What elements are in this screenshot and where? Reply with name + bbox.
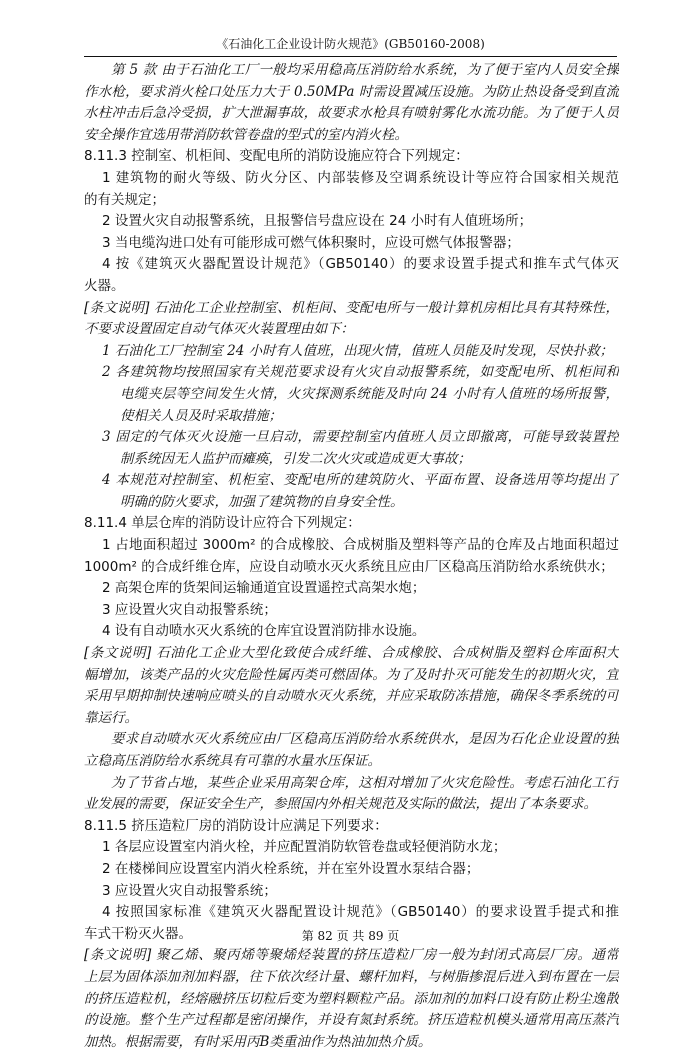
commentary-line: 4 本规范对控制室、机柜室、变配电所的建筑防火、平面布置、设备选用等均提出了 [102, 472, 619, 489]
commentary-line: 明确的防火要求，加强了建筑物的自身安全性。 [120, 493, 404, 510]
text-line: 1000m² 的合成纤维仓库，应设自动喷水灭火系统且应由厂区稳高压消防给水系统供水； [84, 558, 614, 575]
commentary-line: 的设施。整个生产过程都是密闭操作，并设有氮封系统。挤压造粒机模头通常用高压蒸汽 [84, 1012, 619, 1029]
commentary-line: 的挤压造粒机，经熔融挤压切粒后变为塑料颗粒产品。添加剂的加料口设有防止粉尘逸散 [84, 990, 619, 1007]
commentary-line: 加热。根据需要，有时采用丙B类重油作为热油加热介质。 [84, 1033, 432, 1050]
page-header: 《石油化工企业设计防火规范》(GB50160-2008) [216, 37, 485, 51]
commentary-line: [条文说明] 聚乙烯、聚丙烯等聚烯烃装置的挤压造粒厂房一般为封闭式高层厂房。通常 [84, 947, 619, 964]
text-line: 火器。 [84, 277, 125, 294]
commentary-line: 幅增加，该类产品的火灾危险性属丙类可燃固体。为了及时扑灭可能发生的初期火灾，宜 [84, 666, 619, 683]
commentary-line: 立稳高压消防给水系统具有可靠的水量水压保证。 [84, 753, 381, 769]
commentary-line: 2 各建筑物均按照国家有关规范要求设有火灾自动报警系统，如变配电所、机柜间和 [102, 364, 619, 381]
text-line: 安全操作宜选用带消防软管卷盘的型式的室内消火栓。 [84, 126, 408, 143]
commentary-line: 3 固定的气体灭火设施一旦启动，需要控制室内值班人员立即撤离，可能导致装置控 [102, 429, 619, 446]
text-line: 4 按《建筑灭火器配置设计规范》（GB50140）的要求设置手提式和推车式气体灭 [102, 256, 619, 273]
commentary-line: 靠运行。 [84, 709, 138, 726]
text-line: 4 设有自动喷水灭火系统的仓库宜设置消防排水设施。 [102, 623, 426, 640]
text-line: 4 按照国家标准《建筑灭火器配置设计规范》（GB50140）的要求设置手提式和推 [102, 904, 619, 921]
text-line: 3 应设置火灾自动报警系统； [102, 601, 277, 618]
commentary-line: [条文说明] 石油化工企业控制室、机柜间、变配电所与一般计算机房相比具有其特殊性， [84, 299, 619, 316]
text-line: 作水枪，要求消火栓口处压力大于 0.50MPa 时需设置减压设施。为防止热设备受到直流 [84, 83, 619, 100]
commentary-line: 电缆夹层等空间发生火情，火灾探测系统能及时向 24 小时有人值班的场所报警， [120, 385, 619, 402]
text-line: 车式干粉灭火器。 [84, 925, 192, 942]
commentary-line: 1 石油化工厂控制室 24 小时有人值班，出现火情，值班人员能及时发现，尽快扑救； [102, 342, 614, 359]
page-footer: 第 82 页 共 89 页 [301, 929, 400, 943]
text-line: 第 5 款 由于石油化工厂一般均采用稳高压消防给水系统，为了便于室内人员安全操 [111, 62, 619, 78]
text-line: 1 占地面积超过 3000m² 的合成橡胶、合成树脂及塑料等产品的仓库及占地面积超过 [102, 537, 619, 554]
text-line: 的有关规定； [84, 191, 165, 208]
text-line: 水柱冲击后急冷受损，扩大泄漏事故，故要求水枪具有喷射雾化水流功能。为了便于人员 [84, 105, 619, 122]
text-line: 3 当电缆沟进口处有可能形成可燃气体积聚时，应设可燃气体报警器； [102, 234, 520, 251]
clause-8-11-5-heading: 8.11.5 挤压造粒厂房的消防设计应满足下列要求： [84, 817, 388, 834]
commentary-line: 采用早期抑制快速响应喷头的自动喷水灭火系统，并应采取防冻措施，确保冬季系统的可 [84, 688, 619, 705]
text-line: 2 在楼梯间应设置室内消火栓系统，并在室外设置水泵结合器； [102, 860, 480, 877]
text-line: 2 设置火灾自动报警系统，且报警信号盘应设在 24 小时有人值班场所； [102, 213, 533, 230]
text-line: 1 各层应设置室内消火栓，并应配置消防软管卷盘或轻便消防水龙； [102, 839, 507, 856]
clause-8-11-4-heading: 8.11.4 单层仓库的消防设计应符合下列规定： [84, 515, 361, 532]
commentary-line: [条文说明] 石油化工企业大型化致使合成纤维、合成橡胶、合成树脂及塑料仓库面积大 [84, 645, 619, 662]
commentary-line: 制系统因无人监护而瘫痪，引发二次火灾或造成更大事故； [120, 450, 471, 467]
commentary-line: 上层为固体添加剂加料器，往下依次经计量、螺杆加料，与树脂掺混后进入到布置在一层 [84, 968, 619, 985]
commentary-line: 使相关人员及时采取措施； [120, 407, 282, 424]
commentary-line: 要求自动喷水灭火系统应由厂区稳高压消防给水系统供水，是因为石化企业设置的独 [111, 731, 619, 748]
clause-8-11-3-heading: 8.11.3 控制室、机柜间、变配电所的消防设施应符合下列规定： [84, 148, 469, 165]
header-rule [84, 56, 617, 57]
commentary-line: 为了节省占地，某些企业采用高架仓库，这相对增加了火灾危险性。考虑石油化工行 [111, 774, 619, 791]
commentary-line: 业发展的需要，保证安全生产，参照国内外相关规范及实际的做法，提出了本条要求。 [84, 796, 597, 813]
commentary-line: 不要求设置固定自动气体灭火装置理由如下： [84, 321, 354, 338]
text-line: 3 应设置火灾自动报警系统； [102, 882, 277, 899]
text-line: 1 建筑物的耐火等级、防火分区、内部装修及空调系统设计等应符合国家相关规范 [102, 169, 619, 186]
page-content [84, 60, 619, 1053]
text-line: 2 高架仓库的货架间运输通道宜设置遥控式高架水炮； [102, 580, 426, 597]
